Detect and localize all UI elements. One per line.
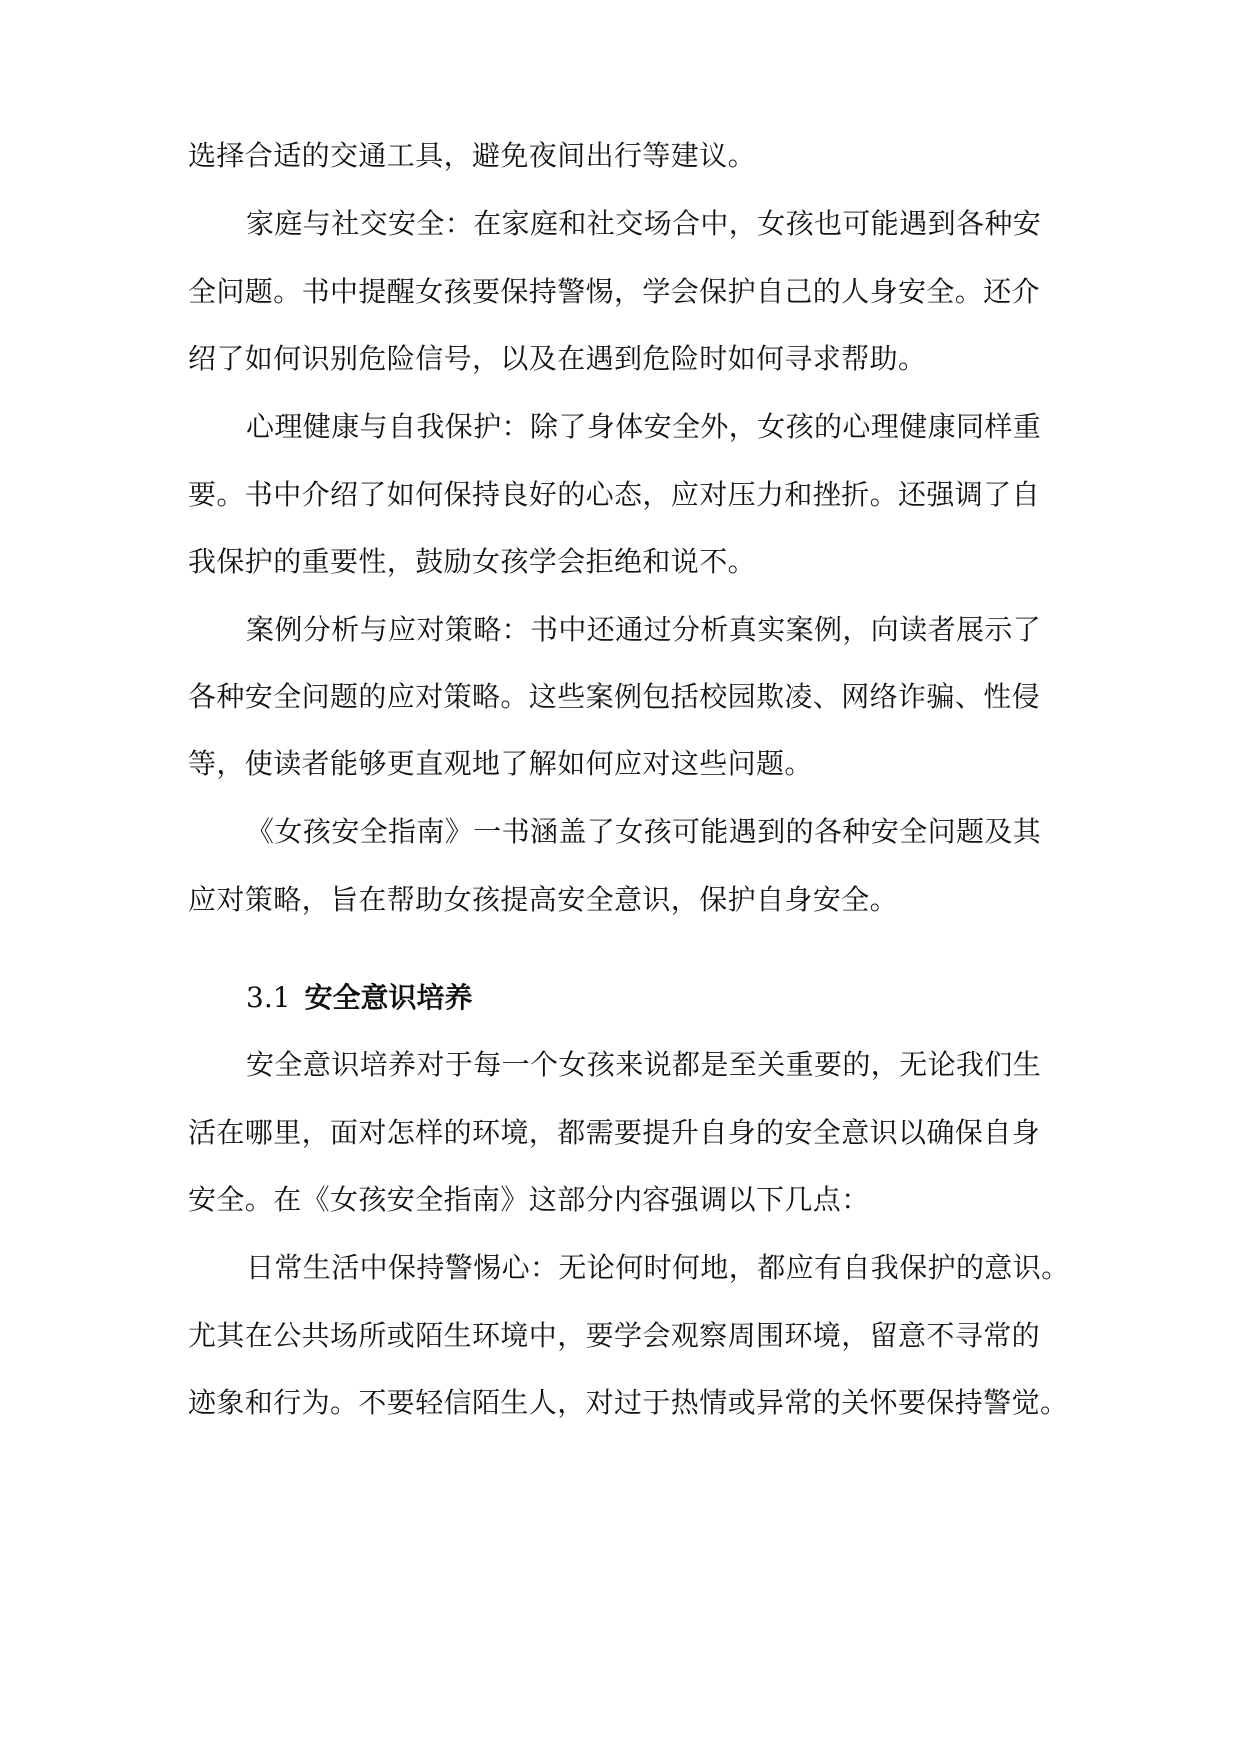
paragraph-line: 等，使读者能够更直观地了解如何应对这些问题。	[188, 747, 813, 780]
paragraph-line: 迹象和行为。不要轻信陌生人，对过于热情或异常的关怀要保持警觉。	[188, 1386, 1069, 1419]
section-number: 3.1	[246, 981, 291, 1014]
paragraph-line: 日常生活中保持警惕心：无论何时何地，都应有自我保护的意识。	[246, 1251, 1070, 1284]
paragraph-line: 我保护的重要性，鼓励女孩学会拒绝和说不。	[188, 545, 757, 578]
paragraph-line: 安全。在《女孩安全指南》这部分内容强调以下几点：	[188, 1183, 870, 1216]
paragraph-line: 《女孩安全指南》一书涵盖了女孩可能遇到的各种安全问题及其	[246, 815, 1042, 848]
section-heading	[246, 978, 473, 1018]
section-title: 安全意识培养	[304, 981, 473, 1014]
paragraph-line: 各种安全问题的应对策略。这些案例包括校园欺凌、网络诈骗、性侵	[188, 680, 1041, 713]
paragraph-line: 安全意识培养对于每一个女孩来说都是至关重要的，无论我们生	[246, 1048, 1042, 1081]
paragraph-line: 活在哪里，面对怎样的环境，都需要提升自身的安全意识以确保自身	[188, 1116, 1041, 1149]
paragraph-line: 全问题。书中提醒女孩要保持警惕，学会保护自己的人身安全。还介	[188, 275, 1041, 308]
paragraph-line: 尤其在公共场所或陌生环境中，要学会观察周围环境，留意不寻常的	[188, 1319, 1041, 1352]
paragraph-line: 心理健康与自我保护：除了身体安全外，女孩的心理健康同样重	[246, 410, 1042, 443]
paragraph-line: 应对策略，旨在帮助女孩提高安全意识，保护自身安全。	[188, 883, 899, 916]
paragraph-line: 家庭与社交安全：在家庭和社交场合中，女孩也可能遇到各种安	[246, 207, 1042, 240]
paragraph-line: 选择合适的交通工具，避免夜间出行等建议。	[188, 139, 757, 172]
paragraph-line: 绍了如何识别危险信号，以及在遇到危险时如何寻求帮助。	[188, 342, 927, 375]
paragraph-line: 要。书中介绍了如何保持良好的心态，应对压力和挫折。还强调了自	[188, 478, 1041, 511]
paragraph-line: 案例分析与应对策略：书中还通过分析真实案例，向读者展示了	[246, 613, 1042, 646]
